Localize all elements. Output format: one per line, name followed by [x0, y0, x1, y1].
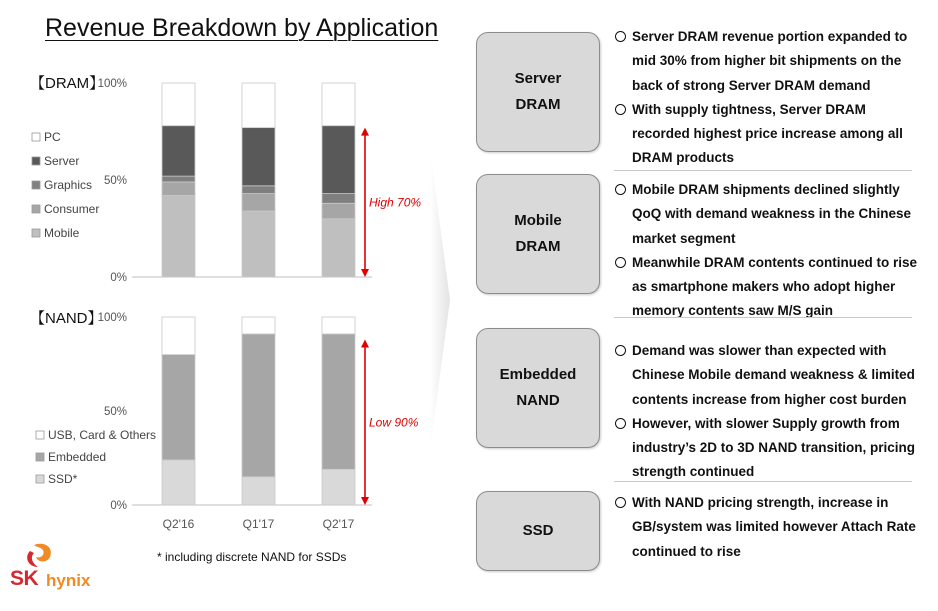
footnote: * including discrete NAND for SSDs: [157, 550, 347, 564]
dram-bar-mobile-q1-17: [242, 211, 275, 277]
dram-bar-graphics-q2-16: [162, 176, 195, 182]
nand-bar-usb-card-others-q2-17: [322, 317, 355, 334]
nand-chart-label: 【NAND】: [30, 310, 103, 327]
section-bullets-mobile-dram: [614, 178, 924, 324]
section-divider: [614, 170, 912, 171]
nand-bar-embedded-q2-16: [162, 355, 195, 460]
nand-y-tick-label: 50%: [103, 406, 127, 418]
dram-bar-server-q2-17: [322, 126, 355, 194]
dram-bar-graphics-q2-17: [322, 194, 355, 204]
section-label-server-dram: Server DRAM: [476, 32, 600, 152]
dram-bar-server-q2-16: [162, 126, 195, 176]
nand-y-tick-label: 0%: [110, 500, 127, 512]
nand-bar-ssd-q2-16: [162, 460, 195, 505]
page-title: Revenue Breakdown by Application: [45, 14, 439, 42]
section-label-mobile-dram: Mobile DRAM: [476, 174, 600, 294]
section-bullets-embedded-nand: [614, 339, 924, 485]
dram-bar-mobile-q2-17: [322, 219, 355, 277]
dram-annotation-label: High 70%: [369, 195, 422, 210]
nand-bar-ssd-q2-17: [322, 469, 355, 505]
dram-legend-label-pc: PC: [44, 130, 61, 144]
nand-legend-swatch-ssd: [36, 475, 44, 483]
nand-bar-embedded-q1-17: [242, 334, 275, 477]
bullet-item: Mobile DRAM shipments declined slightly QoQ with demand weakness in the Chinese market segment: [614, 178, 924, 251]
dram-legend-swatch-mobile: [32, 229, 40, 237]
nand-legend-swatch-usb-card-others: [36, 431, 44, 439]
nand-bar-usb-card-others-q2-16: [162, 317, 195, 355]
section-bullets-server-dram: [614, 25, 924, 171]
dram-legend-label-consumer: Consumer: [44, 202, 100, 216]
logo-sk-text: SK: [10, 567, 39, 590]
nand-bar-ssd-q1-17: [242, 477, 275, 505]
x-category-label-q2-16: Q2'16: [162, 517, 195, 531]
section-divider: [614, 317, 912, 318]
bullet-item: With NAND pricing strength, increase in GB/system was limited however Attach Rate continued to rise: [614, 491, 924, 564]
dram-legend-swatch-consumer: [32, 205, 40, 213]
nand-bar-embedded-q2-17: [322, 334, 355, 469]
section-divider: [614, 481, 912, 482]
dram-bar-pc-q1-17: [242, 83, 275, 128]
logo-hynix-text: hynix: [46, 571, 91, 590]
dram-legend-swatch-server: [32, 157, 40, 165]
dram-y-tick-label: 100%: [97, 78, 127, 90]
nand-y-tick-label: 100%: [97, 312, 127, 324]
dram-legend-label-mobile: Mobile: [44, 226, 80, 240]
dram-bar-consumer-q1-17: [242, 194, 275, 211]
dram-annotation-arrowhead-top: [361, 128, 369, 136]
section-bullets-ssd: [614, 491, 924, 564]
nand-legend-label-usb-card-others: USB, Card & Others: [48, 428, 157, 442]
chevron-arrow-shape: [430, 150, 450, 450]
dram-legend-swatch-pc: [32, 133, 40, 141]
nand-legend-swatch-embedded: [36, 453, 44, 461]
nand-annotation-arrowhead-top: [361, 340, 369, 348]
sk-hynix-logo: [6, 541, 106, 595]
x-category-label-q1-17: Q1'17: [242, 517, 275, 531]
dram-bar-pc-q2-17: [322, 83, 355, 126]
dram-bar-mobile-q2-16: [162, 196, 195, 277]
dram-bar-consumer-q2-17: [322, 203, 355, 219]
bullet-item: Demand was slower than expected with Chinese Mobile demand weakness & limited contents increase from higher cost burden: [614, 339, 924, 412]
dram-legend-swatch-graphics: [32, 181, 40, 189]
nand-annotation-arrowhead-bottom: [361, 497, 369, 505]
nand-legend-label-embedded: Embedded: [48, 450, 107, 464]
x-category-label-q2-17: Q2'17: [322, 517, 355, 531]
dram-legend-label-server: Server: [44, 154, 80, 168]
bullet-item: Meanwhile DRAM contents continued to rise as smartphone makers who adopt higher memory contents saw M/S gain: [614, 251, 924, 324]
nand-bar-usb-card-others-q1-17: [242, 317, 275, 334]
section-label-embedded-nand: Embedded NAND: [476, 328, 600, 448]
dram-y-tick-label: 0%: [110, 272, 127, 284]
dram-y-tick-label: 50%: [103, 175, 127, 187]
bullet-item: With supply tightness, Server DRAM recorded highest price increase among all DRAM products: [614, 98, 924, 171]
bullet-item: Server DRAM revenue portion expanded to mid 30% from higher bit shipments on the back of strong Server DRAM demand: [614, 25, 924, 98]
dram-bar-graphics-q1-17: [242, 186, 275, 194]
dram-legend-label-graphics: Graphics: [44, 178, 93, 192]
dram-annotation-arrowhead-bottom: [361, 269, 369, 277]
nand-legend-label-ssd: SSD*: [48, 472, 78, 486]
section-label-ssd: SSD: [476, 491, 600, 571]
nand-annotation-label: Low 90%: [369, 415, 419, 430]
dram-bar-pc-q2-16: [162, 83, 195, 126]
dram-chart-label: 【DRAM】: [30, 75, 105, 92]
dram-bar-server-q1-17: [242, 128, 275, 186]
bullet-item: However, with slower Supply growth from industry’s 2D to 3D NAND transition, pricing strength continued: [614, 412, 924, 485]
dram-bar-consumer-q2-16: [162, 182, 195, 196]
